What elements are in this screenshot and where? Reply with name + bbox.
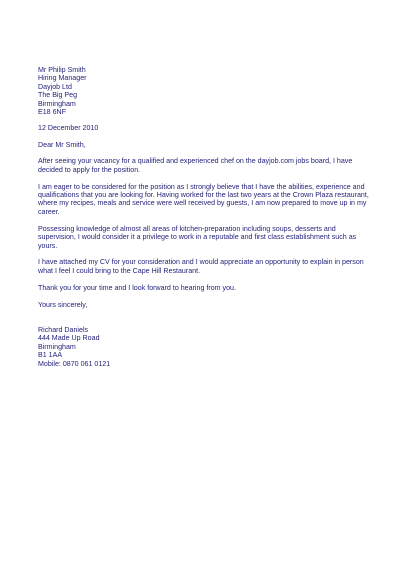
paragraph-line: career. (38, 207, 60, 216)
recipient-name: Mr Philip Smith (38, 66, 86, 74)
recipient-city: Birmingham (38, 99, 76, 108)
paragraph-line: yours. (38, 241, 58, 250)
recipient-title: Hiring Manager (38, 74, 87, 83)
paragraph-1 (38, 157, 368, 174)
paragraph-line: Thank you for your time and I look forward to hearing from you. (38, 283, 236, 292)
recipient-address (38, 66, 368, 116)
paragraph-line: supervision, I would consider it a privilege to work in a reputable and first class establishment such as (38, 233, 357, 242)
letter-date: 12 December 2010 (38, 124, 99, 133)
recipient-postcode: E18 6NF (38, 108, 66, 117)
cover-letter (38, 66, 368, 368)
closing: Yours sincerely, (38, 300, 88, 309)
sender-postcode: B1 1AA (38, 351, 63, 360)
sender-street: 444 Made Up Road (38, 334, 100, 343)
sender-city: Birmingham (38, 342, 76, 351)
sender-mobile: Mobile: 0870 061 0121 (38, 359, 111, 368)
paragraph-line: decided to apply for the position. (38, 165, 141, 174)
salutation: Dear Mr Smith, (38, 140, 86, 149)
paragraph-line: I have attached my CV for your consideration and I would appreciate an opportunity to explain in person (38, 258, 364, 267)
sender-name: Richard Daniels (38, 326, 89, 335)
paragraph-line: I am eager to be considered for the position as I strongly believe that I have the abilities, experience and (38, 182, 365, 191)
paragraph-line: After seeing your vacancy for a qualified and experienced chef on the dayjob.com jobs board, I have (38, 157, 353, 166)
paragraph-4 (38, 258, 368, 275)
paragraph-2 (38, 183, 368, 217)
paragraph-5 (38, 284, 368, 292)
paragraph-line: what I feel I could bring to the Cape Hill Restaurant. (38, 266, 201, 275)
recipient-street: The Big Peg (38, 91, 78, 100)
paragraph-line: qualifications that you are looking for. Having worked for the last two years at the Crown Plaza restaurant, (38, 190, 369, 199)
sender-block (38, 326, 368, 368)
paragraph-line: Possessing knowledge of almost all areas of kitchen-preparation including soups, desserts and (38, 224, 336, 233)
paragraph-line: where my recipes, meals and service were well received by guests, I am now prepared to move up in my (38, 199, 367, 208)
recipient-company: Dayjob Ltd (38, 82, 72, 91)
paragraph-3 (38, 225, 368, 250)
